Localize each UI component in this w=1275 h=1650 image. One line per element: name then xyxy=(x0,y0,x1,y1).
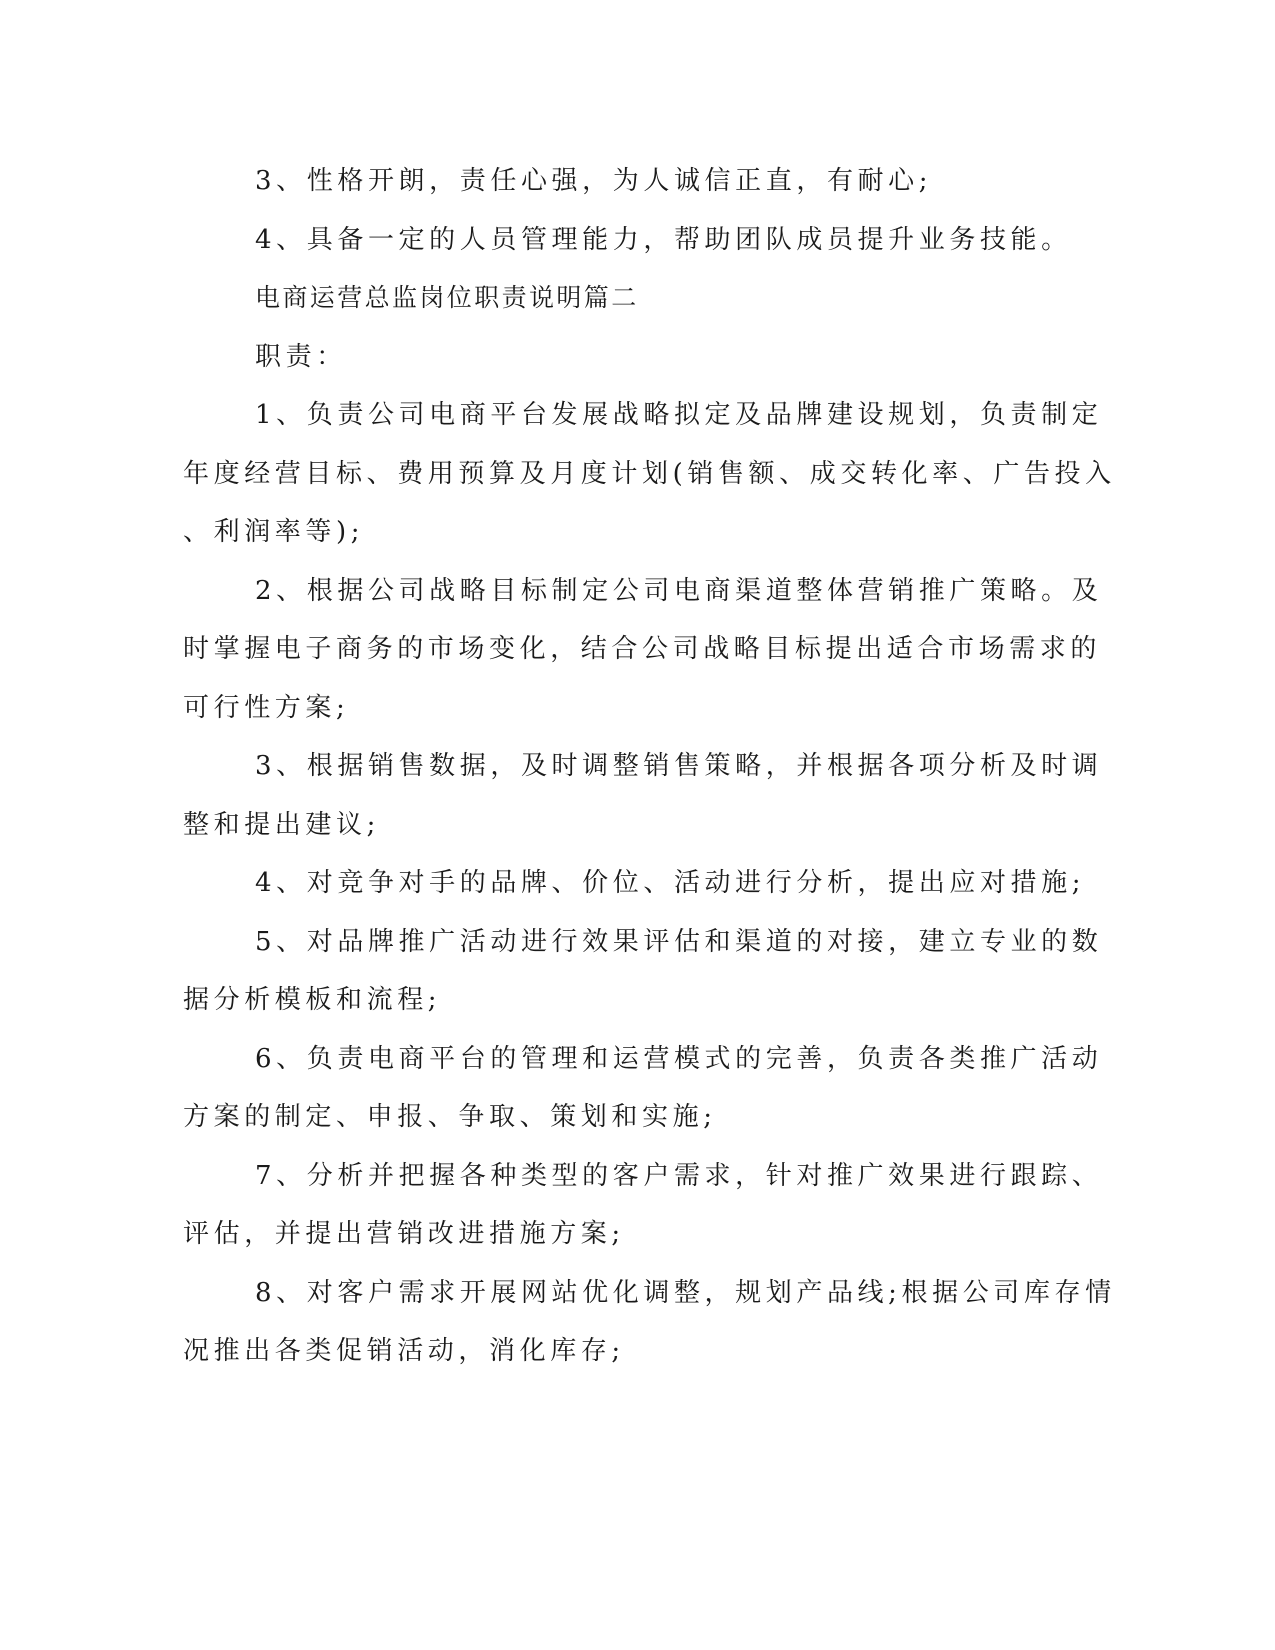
text-line: 4、对竞争对手的品牌、价位、活动进行分析，提出应对措施; xyxy=(255,868,1086,898)
text-line: 4、具备一定的人员管理能力，帮助团队成员提升业务技能。 xyxy=(255,225,1072,255)
text-line: 3、性格开朗，责任心强，为人诚信正直，有耐心; xyxy=(255,166,933,196)
text-line: 方案的制定、申报、争取、策划和实施; xyxy=(183,1102,717,1132)
text-line: 、利润率等); xyxy=(183,517,365,547)
text-line: 7、分析并把握各种类型的客户需求，针对推广效果进行跟踪、 xyxy=(255,1161,1103,1191)
text-line: 年度经营目标、费用预算及月度计划(销售额、成交转化率、广告投入 xyxy=(183,459,1116,489)
text-line: 可行性方案; xyxy=(183,693,350,723)
text-line: 6、负责电商平台的管理和运营模式的完善，负责各类推广活动 xyxy=(255,1044,1103,1074)
section-heading: 电商运营总监岗位职责说明篇二 xyxy=(255,283,639,312)
text-line: 据分析模板和流程; xyxy=(183,985,442,1015)
text-line: 2、根据公司战略目标制定公司电商渠道整体营销推广策略。及 xyxy=(255,576,1103,606)
section-label: 职责： xyxy=(255,342,347,372)
text-line: 8、对客户需求开展网站优化调整，规划产品线;根据公司库存情 xyxy=(255,1278,1116,1308)
text-line: 整和提出建议; xyxy=(183,810,380,840)
text-line: 时掌握电子商务的市场变化，结合公司战略目标提出适合市场需求的 xyxy=(183,634,1102,664)
text-line: 况推出各类促销活动，消化库存; xyxy=(183,1336,625,1366)
text-line: 5、对品牌推广活动进行效果评估和渠道的对接，建立专业的数 xyxy=(255,927,1103,957)
text-line: 评估，并提出营销改进措施方案; xyxy=(183,1219,625,1249)
text-line: 3、根据销售数据，及时调整销售策略，并根据各项分析及时调 xyxy=(255,751,1103,781)
text-line: 1、负责公司电商平台发展战略拟定及品牌建设规划，负责制定 xyxy=(255,400,1103,430)
